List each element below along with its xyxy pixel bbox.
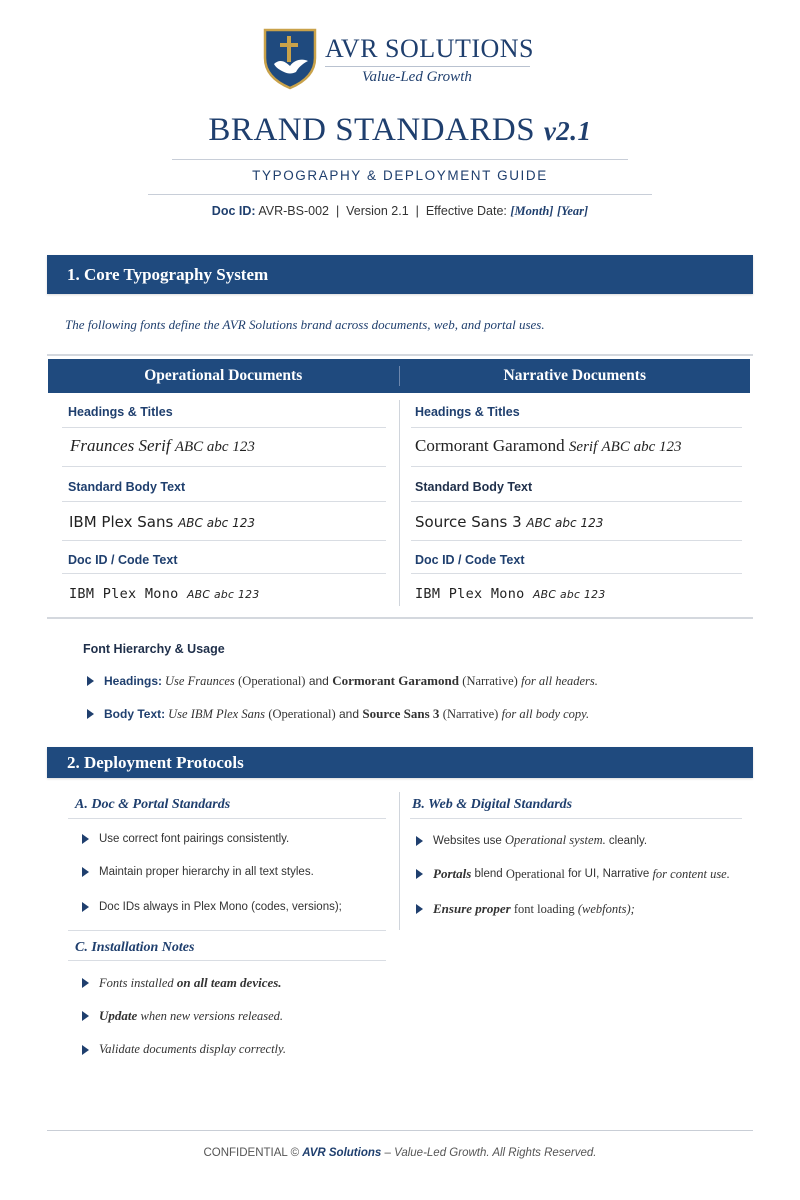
list-item <box>416 866 730 882</box>
section-heading-deployment: 2. Deployment Protocols <box>47 747 753 778</box>
bullet-triangle-icon <box>82 902 89 912</box>
list-item <box>416 901 635 917</box>
cell-divider <box>62 501 386 502</box>
cell-divider <box>411 427 742 428</box>
bullet-text: Operational system. <box>505 833 606 847</box>
bullet-text: on all team devices. <box>176 975 282 990</box>
bullet-text: (Operational) <box>238 673 306 688</box>
footer <box>0 1147 800 1159</box>
cell-divider <box>68 818 386 819</box>
font-name: IBM Plex Sans <box>69 513 174 531</box>
footer-prefix: CONFIDENTIAL © <box>203 1147 300 1159</box>
hierarchy-title: Font Hierarchy & Usage <box>83 642 225 656</box>
bullet-text: Portals <box>433 866 472 881</box>
bullet-key: Body Text: <box>104 707 166 721</box>
section-intro: The following fonts define the AVR Solutions brand across documents, web, and portal uses. <box>65 317 545 332</box>
bullet-text: Use correct font pairings consistently. <box>99 833 290 845</box>
bullet-text: Fonts installed <box>99 975 174 990</box>
bullet-text: Doc IDs always in Plex Mono (codes, versions); <box>99 901 342 913</box>
cell-divider <box>68 930 386 931</box>
column-header-operational: Operational Documents <box>144 367 303 384</box>
font-sample-text: ABC abc 123 <box>526 516 604 530</box>
section-heading-typography: 1. Core Typography System <box>47 255 753 294</box>
cell-label: Doc ID / Code Text <box>68 553 178 567</box>
list-item <box>82 901 342 913</box>
bullet-text: (Narrative) <box>442 706 499 721</box>
page-subtitle: TYPOGRAPHY & DEPLOYMENT GUIDE <box>252 168 548 183</box>
page-title <box>0 112 800 149</box>
subsection-title-c: C. Installation Notes <box>75 940 195 955</box>
font-sample-text: ABC abc 123 <box>187 588 260 601</box>
bullet-triangle-icon <box>87 709 94 719</box>
bullet-text: Use IBM Plex Sans <box>168 706 265 721</box>
list-item <box>82 1042 286 1057</box>
divider <box>47 617 753 619</box>
font-sample-text: ABC abc 123 <box>178 516 255 530</box>
font-sample-plex-sans <box>69 513 255 531</box>
font-sample-plex-mono <box>415 586 606 602</box>
bullet-text: (webfonts); <box>577 901 635 916</box>
brand-tagline: Value-Led Growth <box>362 69 472 85</box>
page-title-main: BRAND STANDARDS <box>208 112 536 148</box>
cell-label: Doc ID / Code Text <box>415 553 525 567</box>
bullet-triangle-icon <box>416 836 423 846</box>
bullet-triangle-icon <box>87 676 94 686</box>
bullet-text: and <box>339 707 360 721</box>
shield-dove-icon <box>262 28 318 90</box>
bullet-text: blend <box>474 868 503 880</box>
font-name: Cormorant Garamond <box>415 436 565 455</box>
subsection-title-b: B. Web & Digital Standards <box>412 797 573 812</box>
cell-divider <box>411 466 742 467</box>
bullet-triangle-icon <box>82 867 89 877</box>
font-sample-fraunces <box>70 436 255 456</box>
effective-year: [Year] <box>556 204 589 218</box>
brand-name: AVR SOLUTIONS <box>325 34 534 63</box>
bullet-text: Maintain proper hierarchy in all text styles. <box>99 866 314 878</box>
cell-divider <box>410 818 742 819</box>
bullet-triangle-icon <box>82 978 89 988</box>
cell-divider <box>62 427 386 428</box>
font-sample-text: ABC abc 123 <box>601 439 682 455</box>
cell-divider <box>411 540 742 541</box>
doc-meta <box>0 204 800 219</box>
font-name-suffix: Serif <box>568 439 598 455</box>
bullet-text: for UI, Narrative <box>568 868 650 880</box>
effective-month: [Month] <box>510 204 554 218</box>
list-item <box>82 975 282 991</box>
bullet-text: Cormorant Garamond <box>332 673 459 688</box>
bullet-text: Source Sans 3 <box>362 706 440 721</box>
footer-company: AVR Solutions <box>302 1147 382 1159</box>
cell-label: Standard Body Text <box>68 480 186 494</box>
font-name: IBM Plex Mono <box>69 586 179 602</box>
column-divider <box>399 400 400 606</box>
logo-lockup <box>0 28 800 92</box>
bullet-text: for content use. <box>652 866 730 881</box>
font-sample-text: ABC abc 123 <box>174 439 255 455</box>
bullet-text: (Narrative) <box>462 673 518 688</box>
subsection-title-a: A. Doc & Portal Standards <box>75 797 231 812</box>
column-header-narrative: Narrative Documents <box>503 367 646 384</box>
bullet-text: for all headers. <box>521 673 598 688</box>
font-name: IBM Plex Mono <box>415 586 525 602</box>
list-item <box>87 673 598 689</box>
bullet-text: cleanly. <box>608 834 648 847</box>
footer-rights: Value-Led Growth. All Rights Reserved. <box>394 1147 597 1159</box>
bullet-text: Operational <box>505 866 565 881</box>
font-sample-source-sans <box>415 513 603 531</box>
cell-divider <box>62 466 386 467</box>
cell-label: Headings & Titles <box>68 405 173 419</box>
cell-divider <box>411 573 742 574</box>
brand-rule <box>325 66 530 67</box>
cell-divider <box>62 540 386 541</box>
cell-divider <box>62 573 386 574</box>
cell-divider <box>411 501 742 502</box>
list-item <box>87 706 589 722</box>
meta-separator: | <box>415 204 419 218</box>
cell-label: Headings & Titles <box>415 405 520 419</box>
bullet-text: Websites use <box>433 834 502 847</box>
list-item <box>82 833 289 845</box>
doc-id-value: AVR-BS-002 <box>258 204 329 218</box>
bullet-triangle-icon <box>82 1045 89 1055</box>
page-title-version: v2.1 <box>543 116 592 146</box>
cell-divider <box>68 960 386 961</box>
font-name: Source Sans 3 <box>415 513 522 531</box>
bullet-triangle-icon <box>416 904 423 914</box>
bullet-text: Validate documents display correctly. <box>99 1042 286 1056</box>
divider <box>148 194 652 195</box>
bullet-text: Ensure proper <box>433 901 511 916</box>
bullet-text: Update <box>99 1008 138 1023</box>
bullet-text: font loading <box>513 901 575 916</box>
list-item <box>82 866 314 878</box>
font-name: Fraunces Serif <box>70 436 171 455</box>
font-sample-cormorant <box>415 436 682 456</box>
bullet-triangle-icon <box>416 869 423 879</box>
cell-label: Standard Body Text <box>415 480 533 494</box>
bullet-text: for all body copy. <box>501 706 590 721</box>
effective-date-label: Effective Date: <box>425 204 507 218</box>
bullet-text: when new versions released. <box>140 1008 284 1023</box>
meta-separator: | <box>335 204 340 218</box>
column-divider <box>399 792 400 930</box>
bullet-text: (Operational) <box>268 706 336 721</box>
doc-version: Version 2.1 <box>346 204 409 218</box>
divider <box>172 159 628 160</box>
footer-divider <box>47 1130 753 1131</box>
bullet-triangle-icon <box>82 834 89 844</box>
bullet-text: and <box>308 674 329 688</box>
doc-id-label: Doc ID: <box>211 204 256 218</box>
font-table-header <box>48 359 750 393</box>
font-sample-text: ABC abc 123 <box>533 588 606 601</box>
bullet-key: Headings: <box>104 674 163 688</box>
bullet-triangle-icon <box>82 1011 89 1021</box>
bullet-text: Use Fraunces <box>165 673 235 688</box>
list-item <box>416 833 647 848</box>
divider <box>47 354 753 356</box>
font-sample-plex-mono <box>69 586 260 602</box>
footer-dash: – <box>384 1147 391 1159</box>
list-item <box>82 1008 283 1024</box>
